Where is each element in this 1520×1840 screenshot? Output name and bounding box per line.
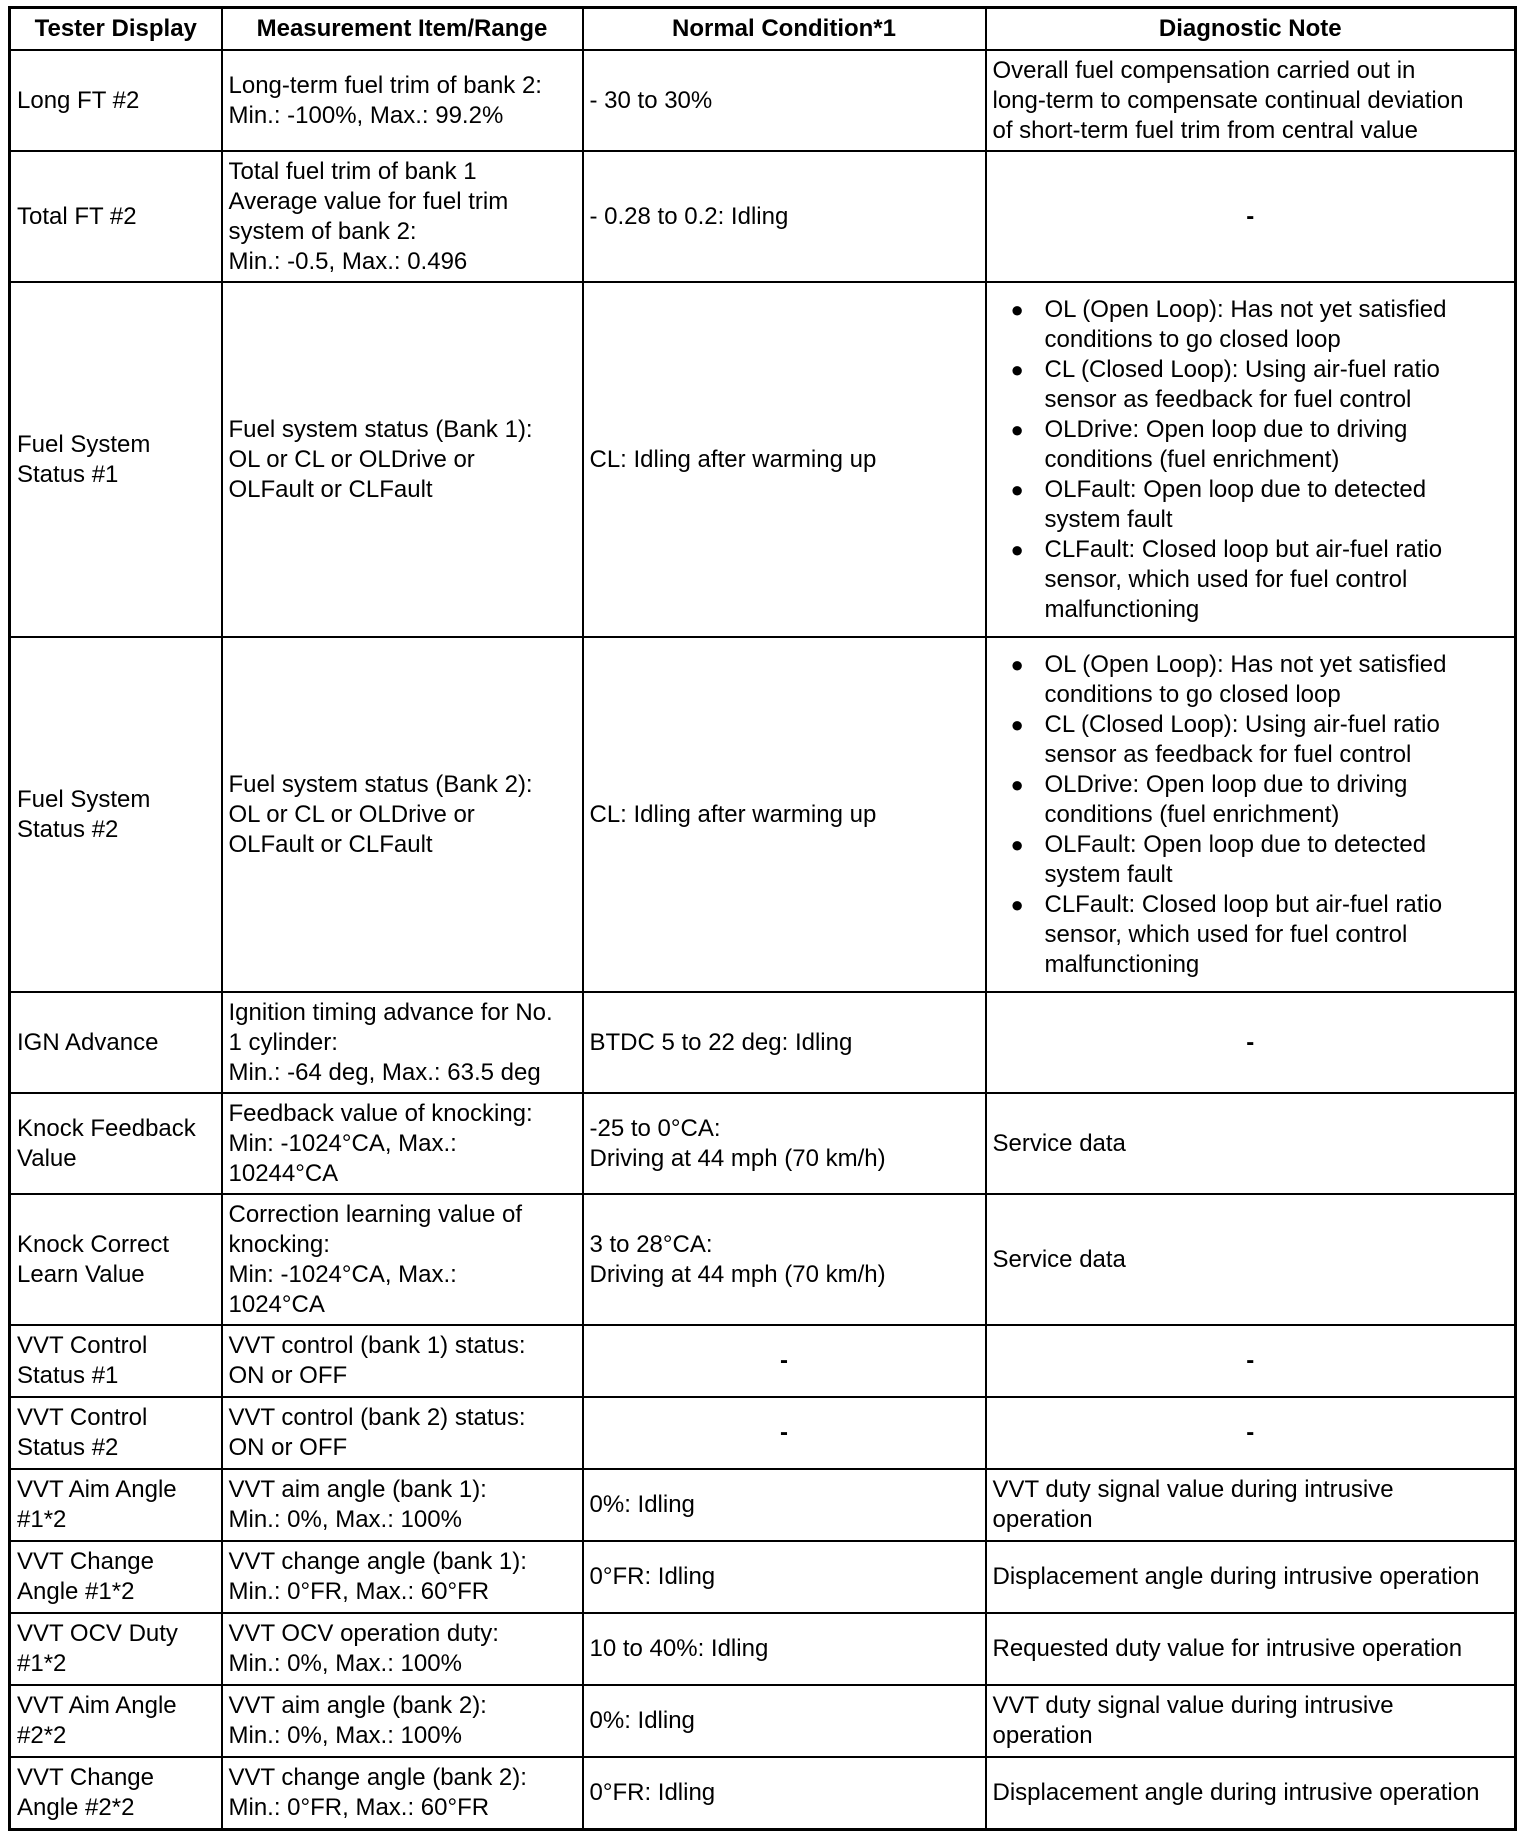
cell-measurement bbox=[222, 151, 583, 282]
cell-line: system fault bbox=[1044, 505, 1173, 533]
cell-line: Displacement angle during intrusive operation bbox=[992, 1778, 1480, 1806]
table-row bbox=[10, 1613, 1516, 1685]
cell-line: Min.: -0.5, Max.: 0.496 bbox=[228, 247, 468, 275]
cell-measurement bbox=[222, 1093, 583, 1194]
cell-diagnostic-note bbox=[986, 1093, 1516, 1194]
cell-line: BTDC 5 to 22 deg: Idling bbox=[589, 1028, 853, 1056]
cell-line: Long-term fuel trim of bank 2: bbox=[228, 71, 542, 99]
cell-normal-condition bbox=[583, 1194, 986, 1325]
cell-line: 0°FR: Idling bbox=[589, 1778, 716, 1806]
cell-line: Requested duty value for intrusive operation bbox=[992, 1635, 1463, 1662]
cell-line: ● OL (Open Loop): Has not yet satisfied bbox=[1044, 650, 1447, 678]
cell-line: Status #1 bbox=[17, 460, 119, 488]
cell-line: Min.: 0%, Max.: 100% bbox=[228, 1650, 462, 1677]
cell-line: Fuel system status (Bank 2): bbox=[228, 770, 533, 798]
cell-line: Min.: 0°FR, Max.: 60°FR bbox=[228, 1793, 490, 1821]
cell-line: Fuel System bbox=[17, 430, 151, 458]
cell-diagnostic-note bbox=[986, 1325, 1516, 1397]
cell-line: 1 cylinder: bbox=[228, 1028, 338, 1056]
cell-normal-condition bbox=[583, 50, 986, 151]
table-row bbox=[10, 637, 1516, 992]
cell-line: Feedback value of knocking: bbox=[228, 1099, 533, 1127]
cell-normal-condition bbox=[583, 1325, 986, 1397]
cell-line: - 30 to 30% bbox=[589, 86, 713, 114]
cell-line: Service data bbox=[992, 1245, 1126, 1273]
cell-line: VVT aim angle (bank 1): bbox=[228, 1476, 487, 1503]
cell-tester-display bbox=[10, 1194, 222, 1325]
cell-line: VVT control (bank 1) status: bbox=[228, 1332, 526, 1359]
cell-line: CL: Idling after warming up bbox=[589, 445, 877, 473]
cell-line: Service data bbox=[992, 1129, 1126, 1157]
cell-measurement bbox=[222, 1613, 583, 1685]
table-row bbox=[10, 1685, 1516, 1757]
cell-line: 10244°CA bbox=[228, 1159, 339, 1187]
cell-line: VVT Aim Angle bbox=[17, 1476, 177, 1503]
cell-line: 3 to 28°CA: bbox=[589, 1230, 713, 1258]
table-row bbox=[10, 1757, 1516, 1829]
cell-line: #1*2 bbox=[17, 1506, 67, 1533]
cell-diagnostic-note bbox=[986, 50, 1516, 151]
header-tester-display: Tester Display bbox=[10, 8, 222, 51]
cell-line: ● OL (Open Loop): Has not yet satisfied bbox=[1044, 295, 1447, 323]
cell-line: Min.: -64 deg, Max.: 63.5 deg bbox=[228, 1058, 541, 1086]
cell-line: knocking: bbox=[228, 1230, 330, 1258]
cell-line: Status #1 bbox=[17, 1362, 119, 1389]
cell-line: VVT aim angle (bank 2): bbox=[228, 1692, 487, 1719]
note-bullet-item bbox=[1011, 890, 1509, 980]
cell-diagnostic-note bbox=[986, 637, 1516, 992]
cell-line: #1*2 bbox=[17, 1650, 67, 1677]
cell-normal-condition bbox=[583, 1541, 986, 1613]
cell-line: Angle #1*2 bbox=[17, 1578, 135, 1605]
cell-diagnostic-note bbox=[986, 992, 1516, 1093]
cell-tester-display bbox=[10, 1397, 222, 1469]
cell-line: Min: -1024°CA, Max.: bbox=[228, 1260, 457, 1288]
note-bullet-item bbox=[1011, 535, 1509, 625]
note-bullet-item bbox=[1011, 475, 1509, 535]
cell-line: #2*2 bbox=[17, 1722, 67, 1749]
cell-diagnostic-note bbox=[986, 151, 1516, 282]
cell-diagnostic-note bbox=[986, 282, 1516, 637]
cell-measurement bbox=[222, 1194, 583, 1325]
cell-normal-condition bbox=[583, 1685, 986, 1757]
cell-tester-display bbox=[10, 1757, 222, 1829]
cell-line: conditions to go closed loop bbox=[1044, 680, 1341, 708]
table-row bbox=[10, 1397, 1516, 1469]
cell-line: - bbox=[1246, 1028, 1255, 1056]
cell-line: ● OLDrive: Open loop due to driving bbox=[1044, 415, 1408, 443]
cell-line: ● CLFault: Closed loop but air-fuel ratio bbox=[1044, 535, 1443, 563]
note-bullet-item bbox=[1011, 650, 1509, 710]
cell-diagnostic-note bbox=[986, 1757, 1516, 1829]
cell-line: Knock Feedback bbox=[17, 1114, 196, 1142]
cell-tester-display bbox=[10, 1541, 222, 1613]
cell-line: Fuel System bbox=[17, 785, 151, 813]
cell-diagnostic-note bbox=[986, 1685, 1516, 1757]
cell-line: - bbox=[1246, 1347, 1255, 1374]
cell-diagnostic-note bbox=[986, 1397, 1516, 1469]
cell-line: sensor as feedback for fuel control bbox=[1044, 740, 1412, 768]
cell-line: Knock Correct bbox=[17, 1230, 170, 1258]
cell-line: VVT Change bbox=[17, 1548, 154, 1575]
cell-line: operation bbox=[992, 1506, 1093, 1533]
cell-line: VVT OCV operation duty: bbox=[228, 1620, 499, 1647]
header-normal-condition: Normal Condition*1 bbox=[583, 8, 986, 51]
cell-tester-display bbox=[10, 1093, 222, 1194]
cell-normal-condition bbox=[583, 151, 986, 282]
cell-line: OLFault or CLFault bbox=[228, 830, 433, 858]
cell-line: VVT Control bbox=[17, 1404, 148, 1431]
cell-line: conditions to go closed loop bbox=[1044, 325, 1341, 353]
cell-line: Ignition timing advance for No. bbox=[228, 998, 553, 1026]
cell-measurement bbox=[222, 1685, 583, 1757]
cell-line: ON or OFF bbox=[228, 1362, 348, 1389]
cell-line: ● OLFault: Open loop due to detected bbox=[1044, 830, 1427, 858]
cell-tester-display bbox=[10, 1685, 222, 1757]
cell-line: VVT duty signal value during intrusive bbox=[992, 1476, 1394, 1503]
cell-line: conditions (fuel enrichment) bbox=[1044, 445, 1340, 473]
cell-line: 0%: Idling bbox=[589, 1491, 695, 1518]
cell-line: Min.: 0%, Max.: 100% bbox=[228, 1722, 462, 1749]
cell-diagnostic-note bbox=[986, 1541, 1516, 1613]
cell-tester-display bbox=[10, 1613, 222, 1685]
table-row bbox=[10, 1469, 1516, 1541]
cell-line: Displacement angle during intrusive operation bbox=[992, 1563, 1480, 1590]
note-bullet-list bbox=[993, 295, 1509, 625]
cell-line: conditions (fuel enrichment) bbox=[1044, 800, 1340, 828]
cell-line: - bbox=[1246, 202, 1255, 230]
cell-line: Min.: 0%, Max.: 100% bbox=[228, 1506, 462, 1533]
cell-line: VVT Control bbox=[17, 1332, 148, 1359]
cell-diagnostic-note bbox=[986, 1469, 1516, 1541]
cell-measurement bbox=[222, 1325, 583, 1397]
cell-normal-condition bbox=[583, 1757, 986, 1829]
table-row bbox=[10, 1325, 1516, 1397]
table-row bbox=[10, 1194, 1516, 1325]
table-row bbox=[10, 1093, 1516, 1194]
cell-line: OLFault or CLFault bbox=[228, 475, 433, 503]
cell-normal-condition bbox=[583, 1613, 986, 1685]
cell-tester-display bbox=[10, 1325, 222, 1397]
cell-tester-display bbox=[10, 282, 222, 637]
cell-line: - bbox=[1246, 1419, 1255, 1446]
cell-line: 0%: Idling bbox=[589, 1707, 695, 1734]
cell-line: Min: -1024°CA, Max.: bbox=[228, 1129, 457, 1157]
cell-line: VVT change angle (bank 1): bbox=[228, 1548, 527, 1575]
cell-normal-condition bbox=[583, 282, 986, 637]
cell-line: - bbox=[780, 1347, 788, 1374]
cell-line: Min.: -100%, Max.: 99.2% bbox=[228, 101, 504, 129]
cell-line: -25 to 0°CA: bbox=[589, 1114, 721, 1142]
cell-measurement bbox=[222, 1757, 583, 1829]
note-bullet-item bbox=[1011, 295, 1509, 355]
cell-line: ● OLFault: Open loop due to detected bbox=[1044, 475, 1427, 503]
note-bullet-item bbox=[1011, 415, 1509, 475]
cell-line: OL or CL or OLDrive or bbox=[228, 800, 475, 828]
cell-line: Min.: 0°FR, Max.: 60°FR bbox=[228, 1578, 490, 1605]
cell-line: system of bank 2: bbox=[228, 217, 417, 245]
cell-line: VVT Change bbox=[17, 1763, 154, 1791]
cell-line: Overall fuel compensation carried out in bbox=[992, 56, 1416, 84]
cell-line: ● CLFault: Closed loop but air-fuel ratio bbox=[1044, 890, 1443, 918]
cell-measurement bbox=[222, 1469, 583, 1541]
cell-line: - 0.28 to 0.2: Idling bbox=[589, 202, 789, 230]
cell-line: VVT duty signal value during intrusive bbox=[992, 1692, 1394, 1719]
cell-tester-display bbox=[10, 637, 222, 992]
cell-line: Value bbox=[17, 1144, 77, 1172]
cell-line: ● CL (Closed Loop): Using air-fuel ratio bbox=[1044, 355, 1440, 383]
cell-measurement bbox=[222, 637, 583, 992]
cell-line: VVT change angle (bank 2): bbox=[228, 1763, 527, 1791]
cell-line: 1024°CA bbox=[228, 1290, 325, 1318]
table-row bbox=[10, 151, 1516, 282]
cell-line: Correction learning value of bbox=[228, 1200, 522, 1228]
cell-line: malfunctioning bbox=[1044, 950, 1200, 978]
note-bullet-item bbox=[1011, 830, 1509, 890]
cell-line: Fuel system status (Bank 1): bbox=[228, 415, 533, 443]
tester-data-table bbox=[8, 6, 1517, 1831]
cell-line: ● CL (Closed Loop): Using air-fuel ratio bbox=[1044, 710, 1440, 738]
header-diagnostic-note: Diagnostic Note bbox=[986, 8, 1516, 51]
cell-line: Status #2 bbox=[17, 815, 119, 843]
cell-line: OL or CL or OLDrive or bbox=[228, 445, 475, 473]
cell-measurement bbox=[222, 50, 583, 151]
table-row bbox=[10, 282, 1516, 637]
cell-line: - bbox=[780, 1419, 788, 1446]
table-row bbox=[10, 992, 1516, 1093]
cell-line: Driving at 44 mph (70 km/h) bbox=[589, 1144, 886, 1172]
note-bullet-item bbox=[1011, 355, 1509, 415]
cell-line: sensor as feedback for fuel control bbox=[1044, 385, 1412, 413]
cell-measurement bbox=[222, 282, 583, 637]
cell-measurement bbox=[222, 1541, 583, 1613]
cell-line: malfunctioning bbox=[1044, 595, 1200, 623]
note-bullet-item bbox=[1011, 710, 1509, 770]
cell-line: 10 to 40%: Idling bbox=[589, 1635, 769, 1662]
cell-tester-display: Long FT #2 bbox=[10, 50, 222, 151]
cell-line: CL: Idling after warming up bbox=[589, 800, 877, 828]
cell-normal-condition bbox=[583, 1093, 986, 1194]
cell-line: 0°FR: Idling bbox=[589, 1563, 716, 1590]
cell-line: ON or OFF bbox=[228, 1434, 348, 1461]
cell-line: VVT OCV Duty bbox=[17, 1620, 178, 1647]
cell-tester-display: IGN Advance bbox=[10, 992, 222, 1093]
cell-line: Average value for fuel trim bbox=[228, 187, 509, 215]
table-row bbox=[10, 50, 1516, 151]
cell-diagnostic-note bbox=[986, 1194, 1516, 1325]
cell-measurement bbox=[222, 1397, 583, 1469]
cell-line: operation bbox=[992, 1722, 1093, 1749]
cell-measurement bbox=[222, 992, 583, 1093]
cell-tester-display: Total FT #2 bbox=[10, 151, 222, 282]
cell-line: ● OLDrive: Open loop due to driving bbox=[1044, 770, 1408, 798]
cell-line: VVT Aim Angle bbox=[17, 1692, 177, 1719]
cell-line: Status #2 bbox=[17, 1434, 119, 1461]
cell-tester-display bbox=[10, 1469, 222, 1541]
cell-line: sensor, which used for fuel control bbox=[1044, 920, 1408, 948]
cell-normal-condition bbox=[583, 992, 986, 1093]
cell-line: of short-term fuel trim from central value bbox=[992, 116, 1418, 144]
cell-diagnostic-note bbox=[986, 1613, 1516, 1685]
header-measurement: Measurement Item/Range bbox=[222, 8, 583, 51]
cell-normal-condition bbox=[583, 1469, 986, 1541]
cell-line: VVT control (bank 2) status: bbox=[228, 1404, 526, 1431]
cell-normal-condition bbox=[583, 637, 986, 992]
cell-line: long-term to compensate continual deviation bbox=[992, 86, 1464, 114]
cell-line: sensor, which used for fuel control bbox=[1044, 565, 1408, 593]
cell-normal-condition bbox=[583, 1397, 986, 1469]
cell-line: system fault bbox=[1044, 860, 1173, 888]
table-row bbox=[10, 1541, 1516, 1613]
cell-line: Learn Value bbox=[17, 1260, 145, 1288]
note-bullet-item bbox=[1011, 770, 1509, 830]
note-bullet-list bbox=[993, 650, 1509, 980]
table-header-row bbox=[10, 8, 1516, 51]
cell-line: Total fuel trim of bank 1 bbox=[228, 157, 477, 185]
diagnostic-data-sheet bbox=[8, 6, 1514, 1831]
cell-line: Angle #2*2 bbox=[17, 1793, 135, 1821]
cell-line: Driving at 44 mph (70 km/h) bbox=[589, 1260, 886, 1288]
